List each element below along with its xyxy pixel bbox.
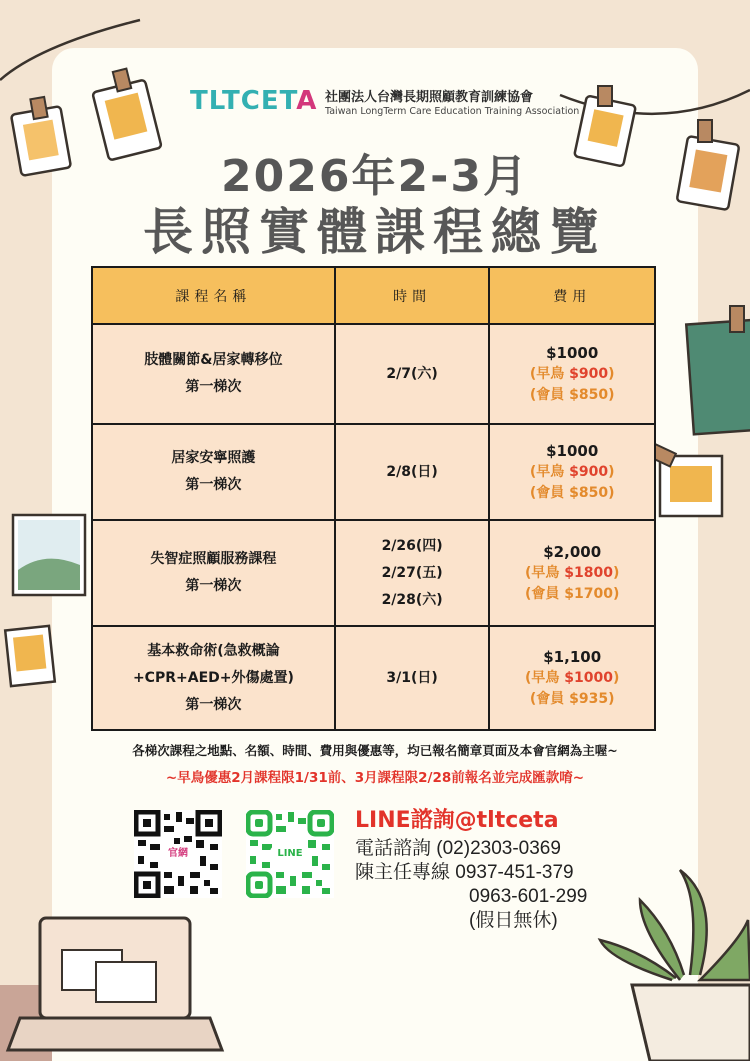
- course-name: 基本救命術(急救概論: [147, 642, 280, 659]
- early-price: $900: [569, 463, 609, 480]
- fee-member: (會員 $850): [529, 386, 615, 403]
- early-close: ): [608, 463, 615, 480]
- course-fee-cell: [489, 626, 655, 730]
- course-date: 2/7(六): [386, 365, 438, 382]
- course-name: 居家安寧照護: [171, 450, 256, 466]
- line-contact-title: LINE諮詢@tltceta: [355, 808, 559, 833]
- fee-member: (會員 $935): [529, 690, 615, 707]
- fee-member: (會員 $850): [529, 484, 615, 501]
- fee-regular: $2,000: [543, 542, 602, 561]
- table-row: [92, 520, 655, 626]
- course-name-cell: [92, 424, 335, 520]
- course-date: 2/28(六): [381, 591, 443, 608]
- course-date: 2/8(日): [386, 463, 438, 480]
- course-fee-cell: [489, 520, 655, 626]
- early-label: (早鳥: [529, 463, 570, 480]
- course-session: 第一梯次: [185, 696, 242, 713]
- line-qr-label: LINE: [270, 846, 310, 862]
- early-close: ): [613, 669, 620, 686]
- plant-icon: [600, 870, 750, 1061]
- fee-early-bird: [491, 462, 653, 483]
- early-bird-notice: ~早鳥優惠2月課程限1/31前、3月課程限2/28前報名並完成匯款唷~: [165, 770, 585, 786]
- fee-regular: $1000: [546, 441, 599, 460]
- logo-mark: [190, 86, 317, 116]
- course-date: 2/26(四): [381, 537, 443, 554]
- laptop-icon: [8, 918, 222, 1050]
- early-close: ): [608, 365, 615, 382]
- course-session: 第一梯次: [185, 477, 242, 493]
- holiday-note: (假日無休): [469, 910, 558, 931]
- sticky-note-icon: [686, 306, 750, 434]
- fee-member: (會員 $1700): [525, 585, 620, 602]
- early-close: ): [613, 564, 620, 581]
- early-label: (早鳥: [525, 564, 565, 581]
- col-header-fee: 費用: [489, 267, 655, 324]
- course-session: 第一梯次: [185, 578, 242, 594]
- phone-contact: 電話諮詢 (02)2303-0369: [355, 838, 561, 859]
- course-name-cell: [92, 520, 335, 626]
- early-price: $1800: [564, 564, 613, 581]
- course-name: 失智症照顧服務課程: [150, 551, 277, 567]
- col-header-name: 課程名稱: [92, 267, 335, 324]
- course-name-cont: +CPR+AED+外傷處置): [132, 669, 294, 686]
- official-qr-label: 官網: [163, 847, 193, 861]
- fee-early-bird: [491, 563, 653, 584]
- official-site-qr[interactable]: [134, 810, 222, 898]
- course-fee-cell: [489, 424, 655, 520]
- org-name-zh: 社團法人台灣長期照顧教育訓練協會: [325, 90, 534, 105]
- early-label: (早鳥: [529, 365, 570, 382]
- photo-frame-icon: [648, 444, 722, 516]
- director-phone-2: 0963-601-299: [469, 886, 588, 907]
- early-price: $1000: [564, 669, 613, 686]
- photo-frame-icon: [13, 515, 85, 595]
- course-fee-cell: [489, 324, 655, 424]
- page-title: 長照實體課程總覽: [143, 203, 607, 261]
- logo-text-accent: A: [296, 86, 318, 116]
- org-logo: [190, 84, 590, 124]
- course-time-cell: [335, 520, 490, 626]
- page-title-date: 2026年2-3月: [221, 151, 529, 202]
- course-name: 肢體關節&居家轉移位: [144, 352, 283, 368]
- course-name-cell: [92, 626, 335, 730]
- notice-text: 各梯次課程之地點、名額、時間、費用與優惠等，均已報名簡章頁面及本會官網為主喔~: [132, 743, 618, 758]
- early-label: (早鳥: [525, 669, 565, 686]
- early-price: $900: [569, 365, 609, 382]
- course-time-cell: [335, 626, 490, 730]
- course-date: 2/27(五): [381, 564, 443, 581]
- fee-regular: $1000: [546, 343, 599, 362]
- table-row: [92, 626, 655, 730]
- course-time-cell: [335, 424, 490, 520]
- fee-early-bird: [491, 668, 653, 689]
- photo-frame-icon: [5, 626, 55, 686]
- course-name-cell: [92, 324, 335, 424]
- course-session: 第一梯次: [185, 379, 242, 395]
- course-time-cell: [335, 324, 490, 424]
- table-row: [92, 424, 655, 520]
- course-date: 3/1(日): [386, 669, 438, 686]
- table-row: [92, 324, 655, 424]
- col-header-time: 時間: [335, 267, 490, 324]
- line-qr[interactable]: [246, 810, 334, 898]
- fee-early-bird: [491, 364, 653, 385]
- logo-text-main: TLTCET: [190, 86, 297, 116]
- table-header-row: [92, 267, 655, 324]
- course-table: [91, 266, 656, 731]
- org-name-en: Taiwan LongTerm Care Education Training Association: [325, 106, 580, 117]
- director-phone: 陳主任專線 0937-451-379: [355, 862, 574, 883]
- fee-regular: $1,100: [543, 647, 602, 666]
